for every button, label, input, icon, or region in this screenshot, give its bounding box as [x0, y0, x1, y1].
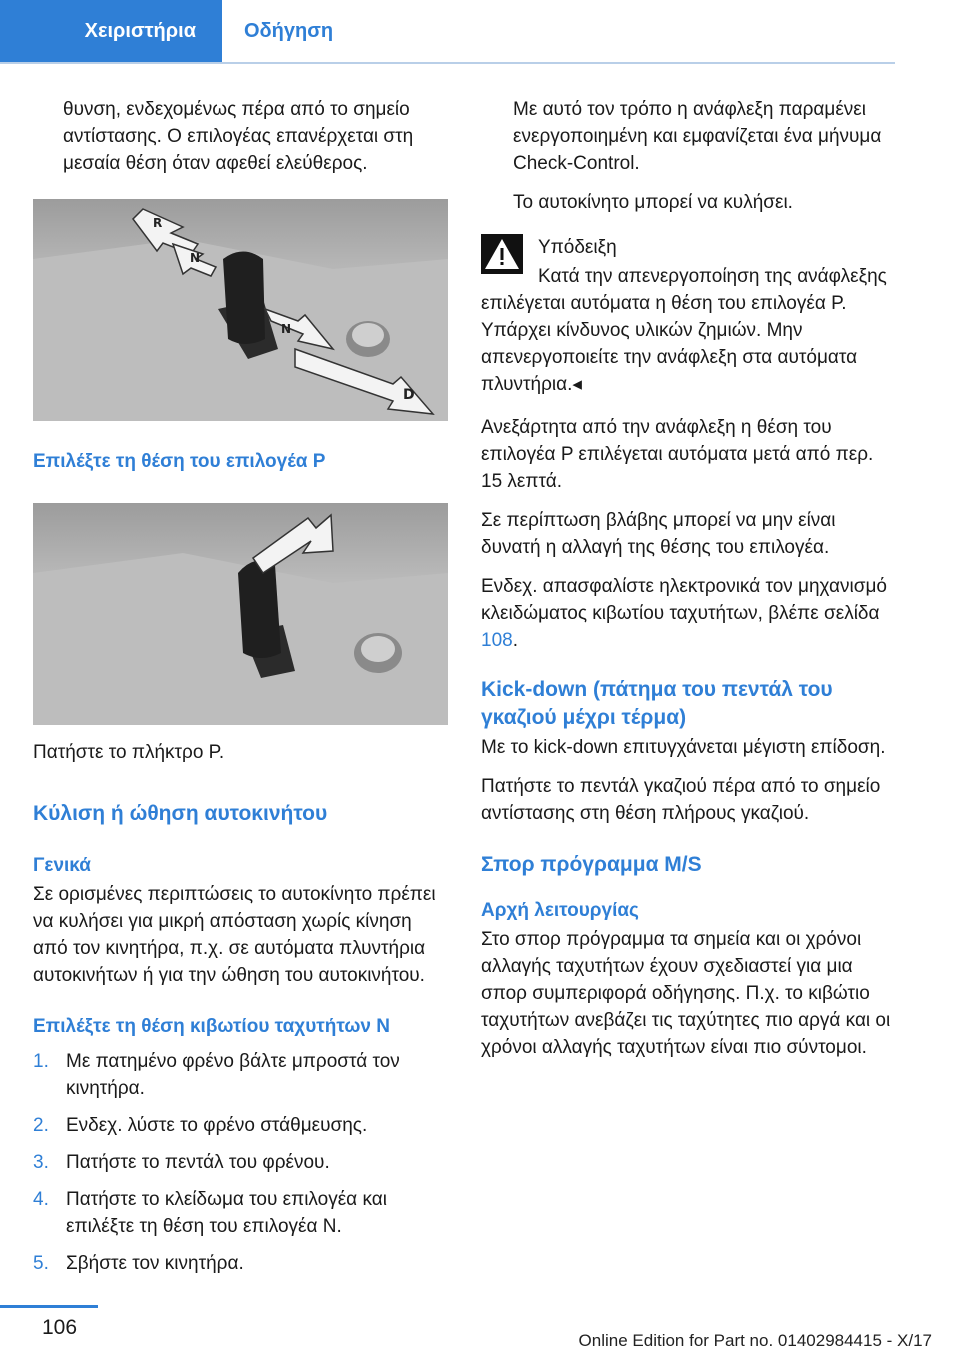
left-column: [33, 96, 448, 1287]
heading-principle: Αρχή λειτουργίας: [481, 900, 639, 921]
kickdown-text-1: Με το kick-down επιτυγχάνεται μέγιστη επίδοση.: [481, 737, 886, 758]
gear-selector-photo-1: [33, 199, 448, 421]
gear-selector-photo-2: [33, 503, 448, 725]
tab-controls[interactable]: [0, 0, 222, 62]
footer-rule: [0, 1305, 98, 1308]
header-bar: [0, 0, 895, 64]
right-column: [481, 96, 899, 1073]
warning-note: [481, 234, 899, 398]
steps-list: [33, 1048, 448, 1277]
auto-p-text: Ανεξάρτητα από την ανάφλεξη η θέση του επιλογέα P επιλέγεται αυτόματα μετά από περ. 15 λεπτά.: [481, 417, 874, 492]
check-control-text: Με αυτό τον τρόπο η ανάφλεξη παραμένει ενεργοποιημένη και εμφανίζεται ένα μήνυμα Check-Control.: [513, 99, 882, 174]
heading-select-n: Επιλέξτε τη θέση κιβωτίου ταχυτήτων N: [33, 1016, 390, 1037]
heading-sport: Σπορ πρόγραμμα M/S: [481, 853, 702, 876]
malfunction-text: Σε περίπτωση βλάβης μπορεί να μην είναι δυνατή η αλλαγή της θέσης του επιλογέα.: [481, 510, 836, 558]
page-link-108[interactable]: 108: [481, 630, 513, 651]
press-p-text: Πατήστε το πλήκτρο P.: [33, 742, 225, 763]
tab-driving[interactable]: [222, 0, 333, 62]
tab-driving-label: Οδήγηση: [244, 19, 334, 42]
intro-text: θυνση, ενδεχομένως πέρα από το σημείο αντίστασης. Ο επιλογέας επανέρχεται στη μεσαία θέση όταν αφεθεί ελεύθερος.: [63, 99, 414, 174]
list-item: 2. Ενδεχ. λύστε το φρένο στάθμευσης.: [33, 1115, 368, 1136]
warning-icon: [481, 234, 523, 274]
note-title: Υπόδειξη: [538, 237, 617, 258]
heading-rolling: Κύλιση ή ώθηση αυτοκινήτου: [33, 802, 328, 825]
tab-controls-label: Χειριστήρια: [84, 19, 196, 42]
label-r: R: [153, 216, 163, 230]
edition-text: Online Edition for Part no. 01402984415 - X/17: [578, 1331, 932, 1350]
unlock-text: Ενδεχ. απασφαλίστε ηλεκτρονικά τον μηχανισμό κλειδώματος κιβωτίου ταχυτήτων, βλέπε σελίδα 108.: [481, 576, 887, 651]
note-text: Κατά την απενεργοποίηση της ανάφλεξης επιλέγεται αυτόματα η θέση του επιλογέα P. Υπάρχει κίνδυνος υλικών ζημιών. Μην απενεργοποιείτε την ανάφλεξη στα αυτόματα πλυντήρια.◂: [481, 266, 887, 395]
label-n1: N: [190, 251, 201, 265]
list-item: 3. Πατήστε το πεντάλ του φρένου.: [33, 1152, 330, 1173]
general-text: Σε ορισμένες περιπτώσεις το αυτοκίνητο πρέπει να κυλήσει για μικρή απόσταση χωρίς κίνηση από τον κινητήρα, π.χ. σε αυτόματα πλυντήρια αυτοκινήτων ή για την ώθηση του αυτοκινήτου.: [33, 884, 436, 986]
heading-kickdown: Kick-down (πάτημα του πεντάλ του γκαζιού μέχρι τέρμα): [481, 678, 833, 729]
label-n2: N: [281, 322, 292, 336]
caption-select-p: Επιλέξτε τη θέση του επιλογέα P: [33, 451, 326, 472]
car-can-roll-text: Το αυτοκίνητο μπορεί να κυλήσει.: [513, 192, 793, 213]
list-item: 1. Με πατημένο φρένο βάλτε μπροστά τον κινητήρα.: [33, 1051, 400, 1099]
heading-general: Γενικά: [33, 855, 91, 876]
label-d: D: [403, 387, 415, 403]
page-number: 106: [42, 1316, 78, 1339]
kickdown-text-2: Πατήστε το πεντάλ γκαζιού πέρα από το σημείο αντίστασης στη θέση πλήρους γκαζιού.: [481, 776, 881, 824]
sport-text: Στο σπορ πρόγραμμα τα σημεία και οι χρόνοι αλλαγής ταχυτήτων έχουν σχεδιαστεί για μια σπορ συμπεριφορά οδήγησης. Π.χ. το κιβώτιο ταχυτήτων ανεβάζει τις ταχύτητες πιο αργά και οι χρόνοι αλλαγής ταχυτήτων είναι πιο σύντομοι.: [481, 929, 891, 1058]
list-item: 4. Πατήστε το κλείδωμα του επιλογέα και επιλέξτε τη θέση του επιλογέα N.: [33, 1189, 387, 1237]
list-item: 5. Σβήστε τον κινητήρα.: [33, 1253, 244, 1274]
